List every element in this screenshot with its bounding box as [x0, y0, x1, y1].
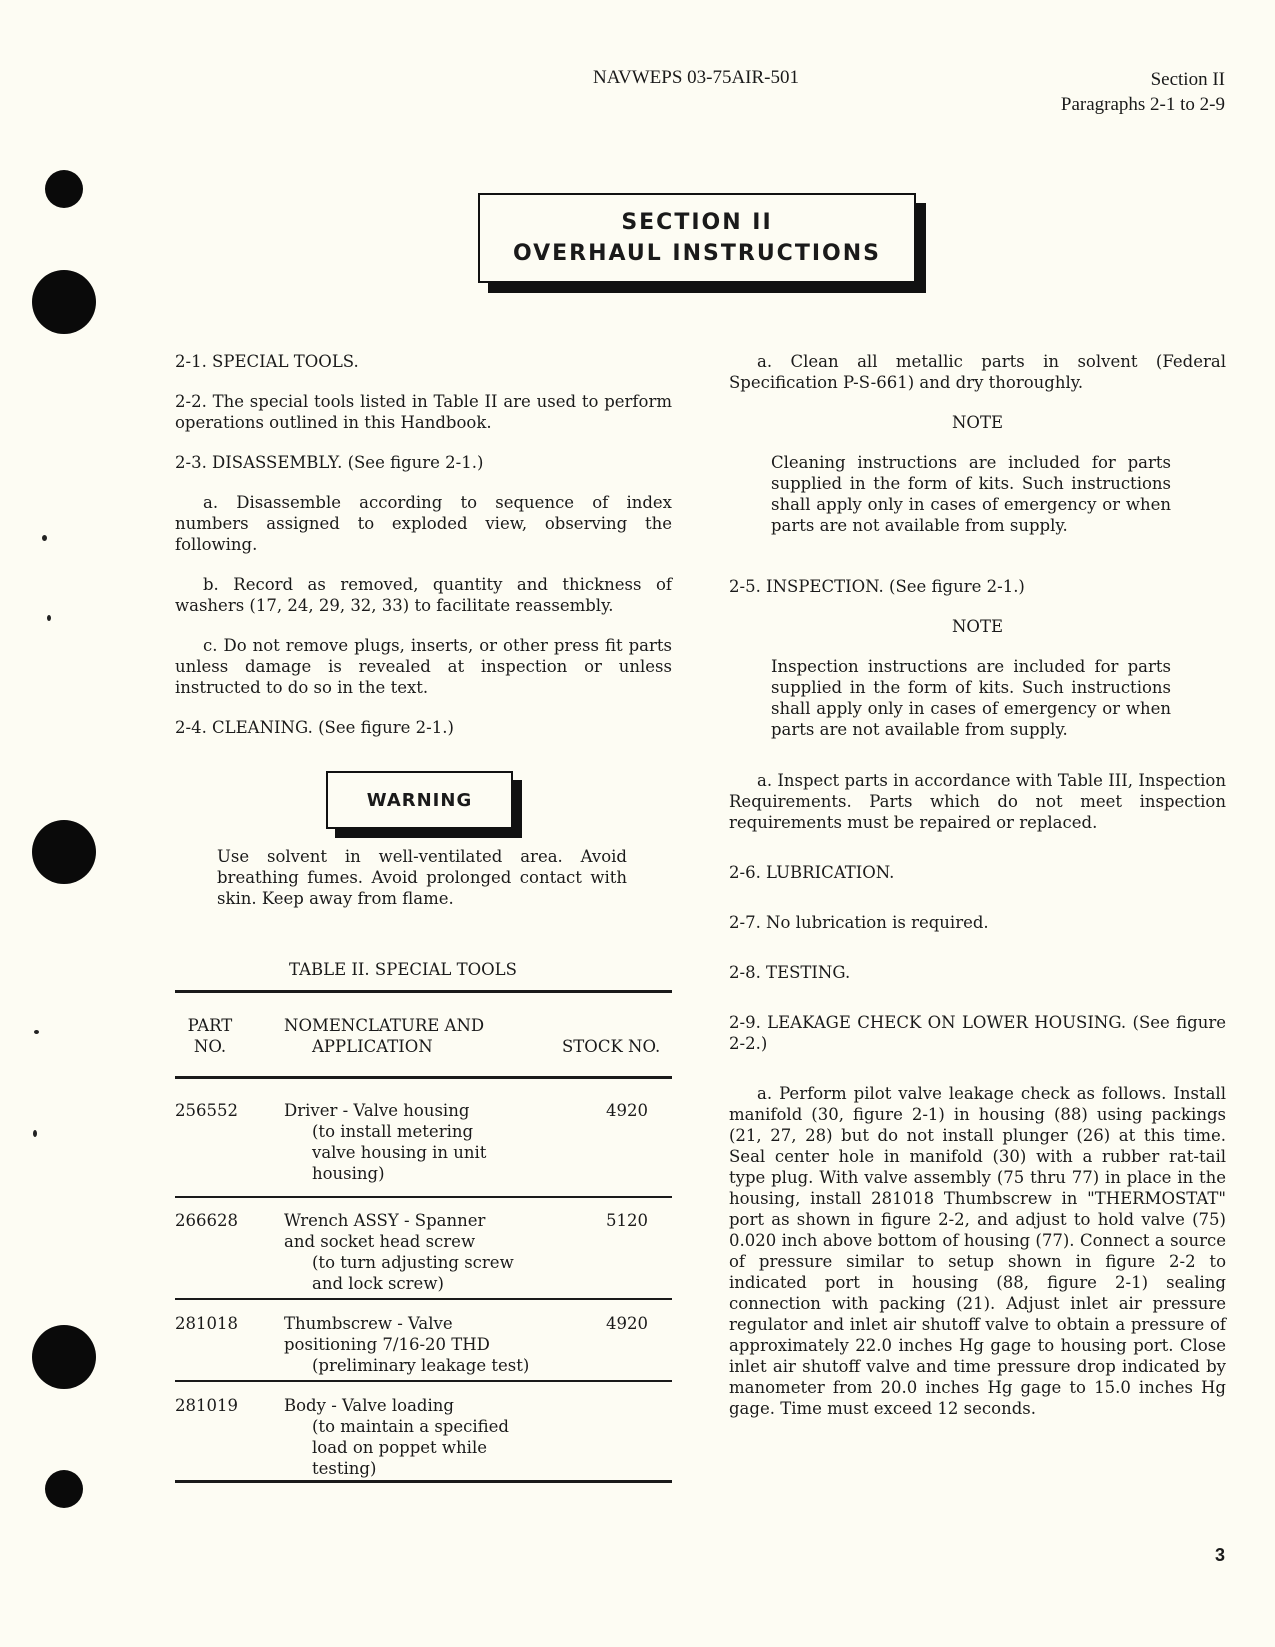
- margin-mark: [34, 1030, 39, 1034]
- nomenclature: Body - Valve loading (to maintain a specified load on poppet while testing): [284, 1396, 509, 1478]
- document-number: NAVWEPS 03-75AIR-501: [593, 67, 800, 88]
- para-2-4: 2-4. CLEANING. (See figure 2-1.): [175, 718, 454, 737]
- section-title-line2: OVERHAUL INSTRUCTIONS: [513, 241, 881, 266]
- nomenclature: Driver - Valve housing (to install metering valve housing in unit housing): [284, 1101, 487, 1183]
- binder-hole: [32, 1325, 96, 1389]
- warning-box: [326, 771, 513, 829]
- note-inspection: Inspection instructions are included for parts supplied in the form of kits. Such instructions shall apply only in cases of emergency or when parts are not available from supply.: [771, 657, 1171, 739]
- header-part-no: PART NO.: [187, 1016, 233, 1056]
- warning-body: Use solvent in well-ventilated area. Avoid breathing fumes. Avoid prolonged contact with skin. Keep away from flame.: [217, 847, 627, 908]
- part-no: 266628: [175, 1211, 238, 1230]
- margin-mark: [33, 1130, 37, 1137]
- margin-mark: [42, 535, 47, 541]
- para-2-5: 2-5. INSPECTION. (See figure 2-1.): [729, 577, 1025, 596]
- stock-no: 4920: [606, 1101, 648, 1120]
- stock-no: 5120: [606, 1211, 648, 1230]
- para-2-8: 2-8. TESTING.: [729, 963, 851, 982]
- binder-hole: [32, 820, 96, 884]
- nomenclature: Wrench ASSY - Spanner and socket head screw (to turn adjusting screw and lock screw): [284, 1211, 514, 1293]
- part-no: 281019: [175, 1396, 238, 1415]
- margin-mark: [47, 615, 51, 621]
- header-nomenclature: NOMENCLATURE AND APPLICATION: [284, 1016, 485, 1056]
- binder-hole: [45, 1470, 83, 1508]
- para-2-6: 2-6. LUBRICATION.: [729, 863, 895, 882]
- para-2-3: 2-3. DISASSEMBLY. (See figure 2-1.): [175, 453, 484, 472]
- table-bottom-rule: [175, 1480, 672, 1483]
- para-2-2: 2-2. The special tools listed in Table II are used to perform operations outlined in this Handbook.: [175, 392, 672, 432]
- page-number: 3: [1214, 1545, 1225, 1565]
- table-title: TABLE II. SPECIAL TOOLS: [289, 960, 517, 979]
- running-header: [1061, 67, 1225, 117]
- right-column: [729, 351, 1226, 1419]
- stock-no: 4920: [606, 1314, 648, 1333]
- para-2-5a: a. Inspect parts in accordance with Table III, Inspection Requirements. Parts which do not meet inspection requirements must be repaired or replaced.: [729, 771, 1226, 832]
- binder-hole: [45, 170, 83, 208]
- paragraph-range: Paragraphs 2-1 to 2-9: [1060, 94, 1225, 115]
- table-top-rule: [175, 990, 672, 993]
- row-divider: [175, 1298, 672, 1300]
- note-cleaning: Cleaning instructions are included for parts supplied in the form of kits. Such instructions shall apply only in cases of emergency or when parts are not available from supply.: [771, 453, 1171, 535]
- part-no: 281018: [175, 1314, 238, 1333]
- para-2-1: 2-1. SPECIAL TOOLS.: [175, 352, 359, 371]
- warning-label: WARNING: [366, 789, 473, 811]
- note-title: NOTE: [951, 617, 1003, 636]
- section-title-box: [478, 193, 916, 283]
- para-2-7: 2-7. No lubrication is required.: [729, 913, 989, 932]
- row-divider: [175, 1196, 672, 1198]
- header-stock-no: STOCK NO.: [562, 1037, 661, 1056]
- part-no: 256552: [175, 1101, 238, 1120]
- warning-text: [217, 846, 627, 909]
- para-2-9a: a. Perform pilot valve leakage check as follows. Install manifold (30, figure 2-1) in housing (88) using packings (21, 27, 28) but do not install plunger (26) at this time. Seal center hole in manifold (30) with a rubber rat-tail type plug. With valve assembly (75 thru 77) in place in the housing, install 281018 Thumbscrew in "THERMOSTAT" port as shown in figure 2-2, and adjust to hold valve (75) 0.020 inch above bottom of housing (77). Connect a source of pressure similar to setup shown in figure 2-2 to indicated port in housing (88, figure 2-1) sealing connection with packing (21). Adjust inlet air pressure regulator and inlet air shutoff valve to obtain a pressure of approximately 22.0 inches Hg gage to housing port. Close inlet air shutoff valve and time pressure drop indicated by manometer from 20.0 inches Hg gage to 15.0 inches Hg gage. Time must exceed 12 seconds.: [729, 1084, 1226, 1418]
- note-title: NOTE: [951, 413, 1003, 432]
- para-2-3b: b. Record as removed, quantity and thickness of washers (17, 24, 29, 32, 33) to facilitate reassembly.: [175, 575, 672, 615]
- nomenclature: Thumbscrew - Valve positioning 7/16-20 THD (preliminary leakage test): [284, 1314, 530, 1375]
- section-title-line1: SECTION II: [621, 210, 773, 235]
- para-2-3c: c. Do not remove plugs, inserts, or other press fit parts unless damage is revealed at inspection or unless instructed to do so in the text.: [175, 636, 672, 697]
- row-divider: [175, 1380, 672, 1382]
- section-label: Section II: [1150, 69, 1225, 90]
- left-column: [175, 351, 672, 738]
- para-2-9: 2-9. LEAKAGE CHECK ON LOWER HOUSING. (See figure 2-2.): [729, 1013, 1226, 1053]
- binder-hole: [32, 270, 96, 334]
- para-2-4a: a. Clean all metallic parts in solvent (Federal Specification P-S-661) and dry thoroughly.: [729, 352, 1226, 392]
- para-2-3a: a. Disassemble according to sequence of index numbers assigned to exploded view, observing the following.: [175, 493, 672, 554]
- table-header-rule: [175, 1076, 672, 1079]
